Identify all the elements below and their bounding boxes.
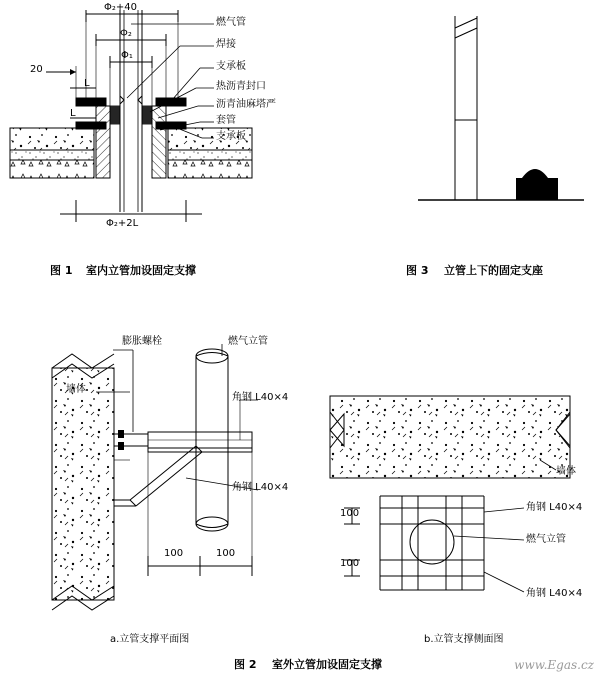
- dim-b-100-top: 100: [340, 508, 360, 519]
- dim-L-lower: L: [70, 108, 76, 119]
- callout-gas-pipe: 燃气管: [216, 17, 246, 28]
- figure-2b-sub-caption: b.立管支撑侧面图: [424, 634, 504, 645]
- callout-expansion-bolt: 膨胀螺栓: [122, 336, 162, 347]
- callout-angle-steel-b-top: 角钢 L40×4: [526, 502, 583, 513]
- dim-20: 20: [30, 64, 43, 75]
- figure-2-caption-number: 图 2: [234, 658, 257, 671]
- figure-3-drawing: [418, 16, 584, 200]
- dim-phi2: Φ₂: [120, 28, 132, 39]
- callout-angle-steel-b-bottom: 角钢 L40×4: [526, 588, 583, 599]
- callout-bearing-plate-bottom: 支承板: [216, 131, 246, 142]
- dim-phi1: Φ₁: [121, 50, 133, 61]
- dim-a-100-right: 100: [216, 548, 236, 559]
- dim-b-100-bottom: 100: [340, 558, 360, 569]
- callout-gas-riser-a: 燃气立管: [228, 336, 268, 347]
- figure-2b-drawing: [330, 396, 570, 590]
- dim-phi2-plus-2L: Φ₂+2L: [106, 218, 139, 229]
- figure-3-caption-text: 立管上下的固定支座: [444, 264, 543, 277]
- figure-1-caption-text: 室内立管加设固定支撑: [86, 264, 196, 277]
- dim-phi2-plus-40: Φ₂+40: [104, 2, 137, 13]
- callout-asphalt-oil-hemp: 沥青油麻塔严: [216, 99, 276, 110]
- callout-wall-a: 墙体: [66, 384, 86, 395]
- callout-angle-steel-a-top: 角钢 L40×4: [232, 392, 289, 403]
- callout-gas-riser-b: 燃气立管: [526, 534, 566, 545]
- watermark: www.Egas.cz: [514, 658, 594, 672]
- callout-hot-asphalt-seal: 热沥青封口: [216, 81, 266, 92]
- callout-wall-b: 墙体: [556, 466, 576, 477]
- figure-2-caption-text: 室外立管加设固定支撑: [272, 658, 382, 671]
- figure-3-caption-number: 图 3: [406, 264, 429, 277]
- figure-2a-sub-caption: a.立管支撑平面图: [110, 634, 190, 645]
- callout-weld: 焊接: [216, 39, 236, 50]
- figure-1-caption-number: 图 1: [50, 264, 73, 277]
- callout-bearing-plate-top: 支承板: [216, 61, 246, 72]
- callout-angle-steel-a-bottom: 角钢 L40×4: [232, 482, 289, 493]
- dim-a-100-left: 100: [164, 548, 184, 559]
- dim-L-upper: L: [84, 78, 90, 89]
- callout-sleeve: 套管: [216, 115, 236, 126]
